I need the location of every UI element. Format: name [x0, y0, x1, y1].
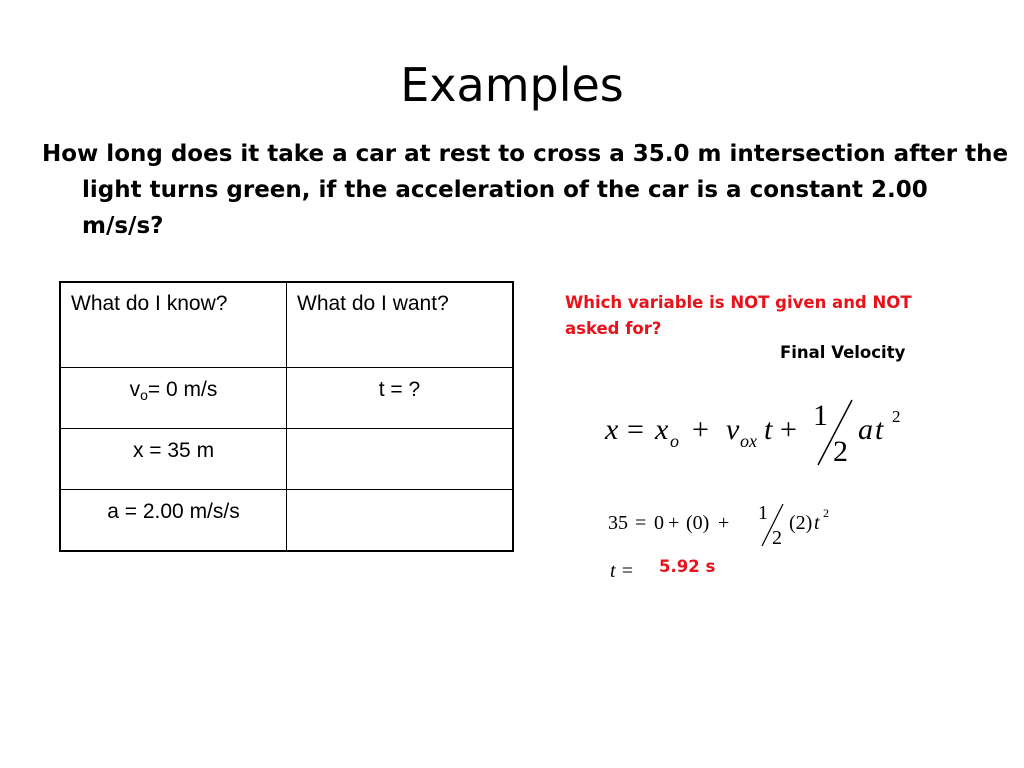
eq-plus-1: + — [692, 413, 709, 446]
eq-exponent: 2 — [892, 407, 901, 426]
table-row — [60, 490, 513, 552]
known-text: v — [129, 378, 141, 401]
sub-numerator: 1 — [758, 502, 768, 524]
missing-variable: Final Velocity — [780, 343, 906, 362]
substituted-equation — [608, 500, 858, 550]
problem-statement: How long does it take a car at rest to cross a 35.0 m intersection after the light turns green, if the acceleration of the car is a constant 2.00 m/s/s? — [42, 141, 1009, 239]
eq-equals: = — [627, 413, 644, 446]
known-text-rest: = 0 m/s — [147, 378, 218, 401]
solve-label: t = — [610, 560, 635, 582]
eq-plus-2: + — [780, 413, 797, 446]
table-row — [60, 429, 513, 490]
header-want: What do I want? — [287, 282, 514, 368]
eq-a: a — [858, 413, 873, 446]
want-cell — [287, 429, 514, 490]
eq-t-squared: t — [875, 413, 884, 446]
sub-t: t — [814, 512, 820, 534]
known-text: x = 35 m — [132, 439, 215, 462]
known-subscript: o — [140, 387, 148, 403]
sub-lhs: 35 — [608, 512, 628, 534]
header-known: What do I know? — [60, 282, 287, 368]
eq-denominator: 2 — [833, 435, 848, 468]
sub-x0: 0 — [654, 512, 664, 534]
sub-plus-1: + — [668, 512, 680, 534]
slide-title: Examples — [400, 58, 624, 112]
eq-numerator: 1 — [813, 399, 828, 432]
solve-equation — [608, 555, 658, 585]
known-cell — [60, 429, 287, 490]
sub-a: (2) — [789, 512, 813, 534]
known-cell — [60, 490, 287, 552]
hint-question: Which variable is NOT given and NOT asked for? — [565, 293, 912, 338]
eq-v: v — [726, 413, 740, 446]
eq-x: x — [605, 413, 619, 446]
sub-plus-2: + — [718, 512, 730, 534]
sub-equals: = — [635, 512, 647, 534]
sub-exponent: 2 — [823, 506, 829, 520]
table-header-row — [60, 282, 513, 368]
eq-t: t — [764, 413, 773, 446]
want-cell: t = ? — [287, 368, 514, 429]
table-row — [60, 368, 513, 429]
sub-v: (0) — [686, 512, 710, 534]
eq-x0: x — [655, 413, 669, 446]
want-cell — [287, 490, 514, 552]
eq-v-sub: ox — [740, 431, 757, 451]
knowns-table — [59, 281, 514, 552]
eq-x0-sub: o — [670, 431, 679, 451]
known-cell — [60, 368, 287, 429]
kinematics-equation — [600, 395, 920, 470]
known-text: a = 2.00 m/s/s — [107, 500, 240, 523]
sub-denominator: 2 — [772, 527, 782, 549]
final-answer: 5.92 s — [659, 557, 716, 576]
